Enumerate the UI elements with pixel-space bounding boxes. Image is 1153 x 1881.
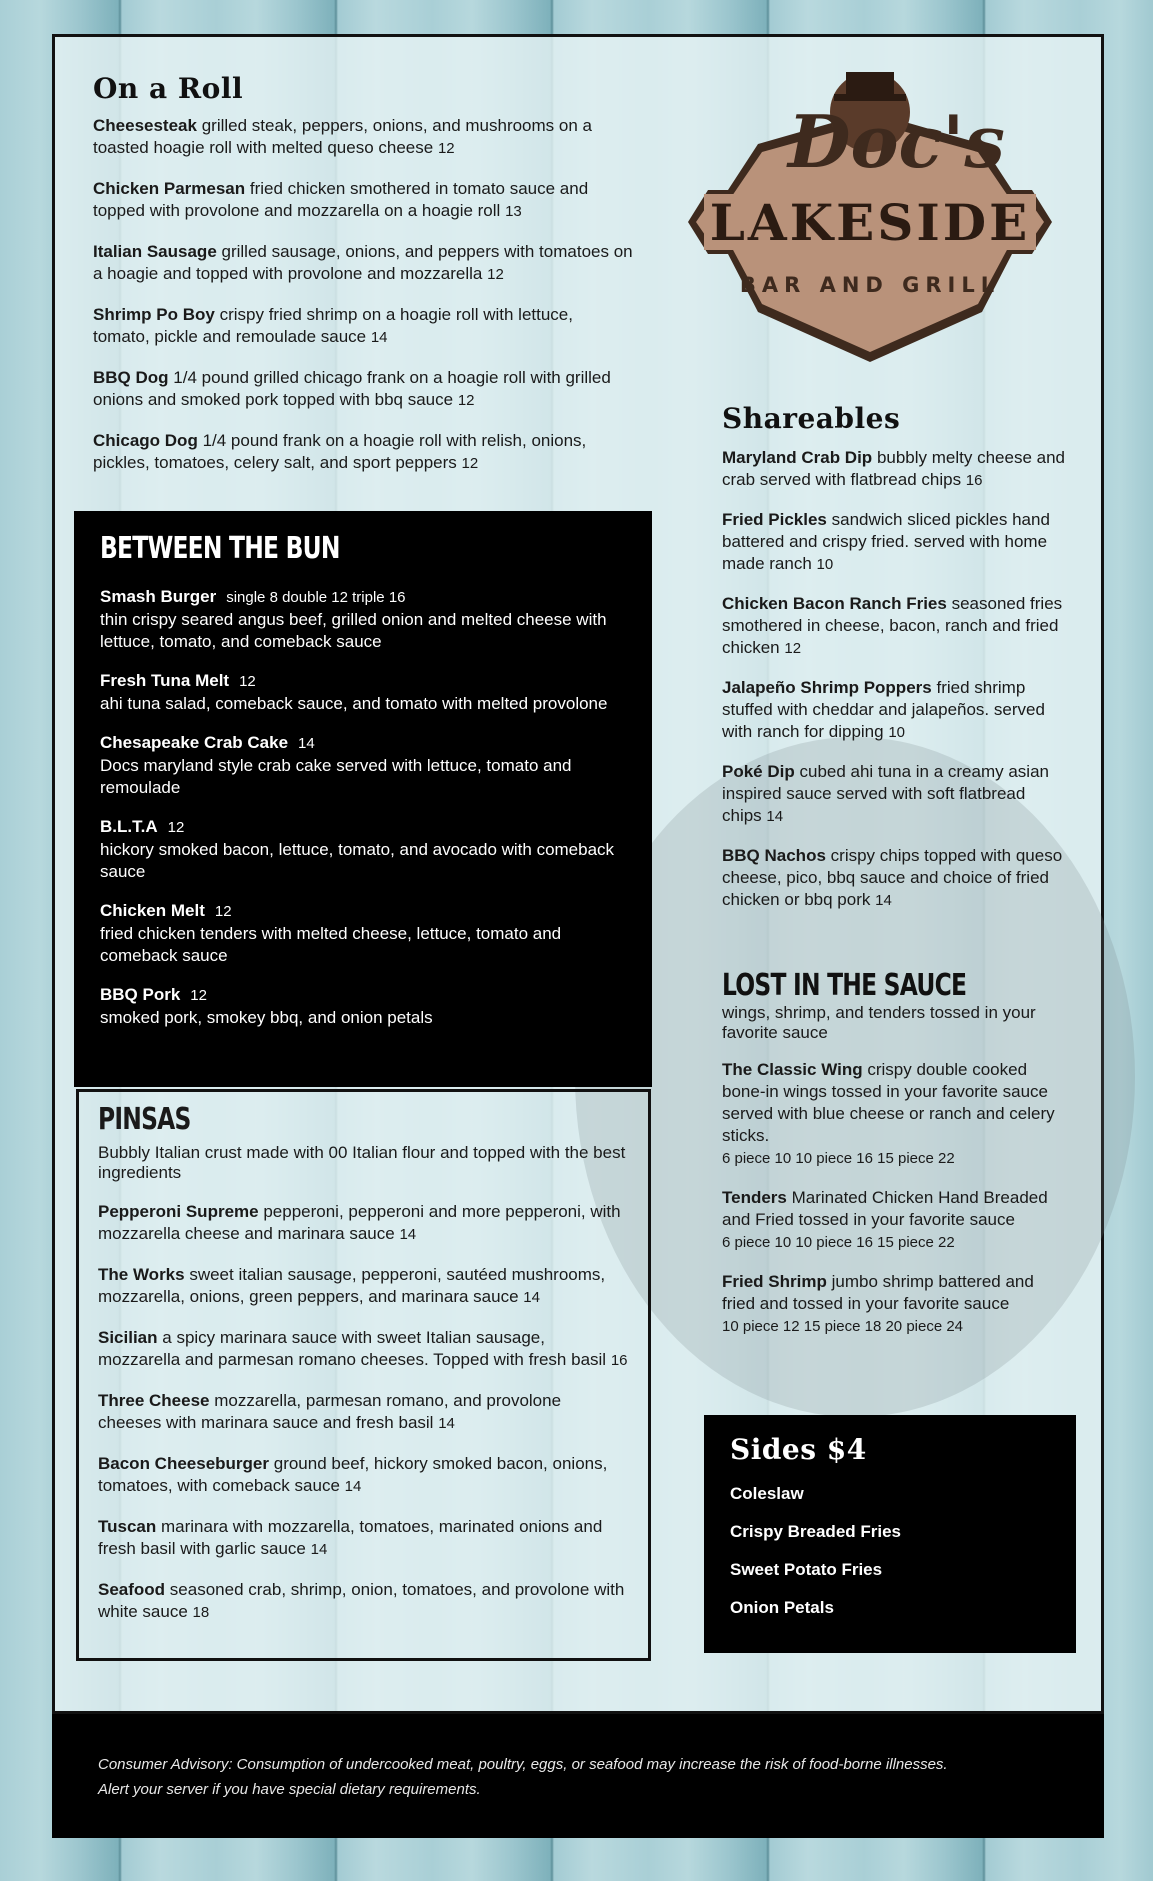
item-name: Fried Shrimp [722, 1272, 827, 1291]
item-price: 14 [875, 892, 892, 909]
item-name: The Works [98, 1265, 185, 1284]
section-sides [704, 1415, 1076, 1653]
item-description: sweet italian sausage, pepperoni, sautéed mushrooms, mozzarella, onions, green peppers, and marinara sauce [98, 1265, 606, 1306]
item-description: crispy double cooked bone-in wings tossed in your favorite sauce served with blue cheese or ranch and celery sticks. [722, 1060, 1055, 1145]
item-description: cubed ahi tuna in a creamy asian inspired sauce served with soft flatbread chips [722, 762, 1049, 825]
menu-item [722, 447, 1067, 492]
item-name: Chicken Parmesan [93, 179, 246, 198]
item-price: 14 [310, 1541, 328, 1558]
item-description: sandwich sliced pickles hand battered and crispy fried. served with home made ranch [722, 510, 1050, 573]
item-price: 12 [239, 673, 256, 690]
section-title: Shareables [722, 402, 901, 435]
item-price: single 8 double 12 triple 16 [226, 589, 406, 606]
item-price: 12 [461, 455, 479, 472]
menu-item [100, 586, 626, 653]
section-title: BETWEEN THE BUN [100, 531, 340, 566]
consumer-advisory [52, 1714, 1104, 1838]
item-price: 12 [214, 903, 232, 920]
item-price: 10 piece 12 15 piece 18 20 piece 24 [722, 1318, 964, 1335]
section-lost-in-the-sauce [722, 968, 1067, 1355]
item-name: Chicken Melt [100, 901, 205, 920]
item-description: fried chicken smothered in tomato sauce and topped with provolone and mozzarella on a hoagie roll [93, 179, 589, 220]
item-name: Fried Pickles [722, 510, 827, 529]
item-description: Docs maryland style crab cake served with lettuce, tomato and remoulade [100, 756, 572, 797]
section-title: On a Roll [93, 72, 244, 105]
item-name: Smash Burger [100, 587, 217, 606]
item-price: 14 [370, 329, 388, 346]
logo-script: Doc's [788, 99, 1005, 184]
item-description: ground beef, hickory smoked bacon, onions, tomatoes, with comeback sauce [98, 1454, 608, 1495]
item-description: 1/4 pound grilled chicago frank on a hoagie roll with grilled onions and smoked pork topped with bbq sauce [93, 368, 611, 409]
side-item: Coleslaw [730, 1484, 804, 1503]
item-price: 12 [167, 819, 185, 836]
section-between-the-bun [74, 511, 652, 1087]
item-header [100, 732, 626, 755]
item-description: 1/4 pound frank on a hoagie roll with relish, onions, pickles, tomatoes, celery salt, and sport peppers [93, 431, 587, 472]
menu-item [98, 1390, 629, 1435]
menu-item [93, 430, 633, 475]
menu-item [93, 241, 633, 286]
item-description: a spicy marinara sauce with sweet Italian sausage, mozzarella and parmesan romano cheeses. Topped with fresh basil [98, 1328, 607, 1369]
item-name: Chicken Bacon Ranch Fries [722, 594, 947, 613]
item-description: smoked pork, smokey bbq, and onion petals [100, 1008, 433, 1027]
advisory-line-2: Alert your server if you have special dietary requirements. [98, 1781, 481, 1798]
item-price: 14 [438, 1415, 455, 1432]
item-name: Tuscan [98, 1517, 157, 1536]
item-name: Sicilian [98, 1328, 158, 1347]
menu-item [722, 593, 1067, 660]
item-price: 6 piece 10 10 piece 16 15 piece 22 [722, 1150, 955, 1167]
menu-item [98, 1327, 629, 1372]
menu-item [100, 732, 626, 799]
item-price: 14 [298, 735, 315, 752]
menu-item [93, 178, 633, 223]
item-name: Chicago Dog [93, 431, 198, 450]
item-description: seasoned crab, shrimp, onion, tomatoes, and provolone with white sauce [98, 1580, 625, 1621]
item-header [100, 900, 626, 923]
item-price: 14 [523, 1289, 540, 1306]
item-name: Bacon Cheeseburger [98, 1454, 269, 1473]
lakeside-logo [668, 72, 1072, 364]
item-description: fried chicken tenders with melted cheese, lettuce, tomato and comeback sauce [100, 924, 562, 965]
menu-item [100, 816, 626, 883]
menu-item [93, 367, 633, 412]
item-price: 12 [437, 140, 455, 157]
item-header [100, 586, 626, 609]
menu-item [98, 1453, 629, 1498]
item-name: Fresh Tuna Melt [100, 671, 230, 690]
menu-item [100, 984, 626, 1029]
logo-tagline: BAR AND GRILL [739, 273, 1001, 297]
item-price: 10 [816, 556, 834, 573]
item-description: grilled steak, peppers, onions, and mushrooms on a toasted hoagie roll with melted queso cheese [93, 116, 592, 157]
item-name: Pepperoni Supreme [98, 1202, 259, 1221]
side-item: Crispy Breaded Fries [730, 1522, 902, 1541]
item-description: pepperoni, pepperoni and more pepperoni, with mozzarella cheese and marinara sauce [98, 1202, 621, 1243]
item-name: Seafood [98, 1580, 166, 1599]
item-name: Chesapeake Crab Cake [100, 733, 289, 752]
menu-item [722, 1271, 1067, 1338]
item-name: The Classic Wing [722, 1060, 863, 1079]
section-on-a-roll [93, 72, 633, 493]
item-description: thin crispy seared angus beef, grilled onion and melted cheese with lettuce, tomato, and comeback sauce [100, 610, 607, 651]
item-name: Jalapeño Shrimp Poppers [722, 678, 932, 697]
item-price: 12 [457, 392, 475, 409]
section-title: PINSAS [98, 1102, 191, 1137]
item-description: mozzarella, parmesan romano, and provolone cheeses with marinara sauce and fresh basil [98, 1391, 562, 1432]
item-price: 12 [190, 987, 207, 1004]
item-price: 18 [192, 1604, 210, 1621]
menu-item [722, 761, 1067, 828]
item-price: 14 [766, 808, 784, 825]
item-description: grilled sausage, onions, and peppers with tomatoes on a hoagie and topped with provolone and mozzarella [93, 242, 633, 283]
item-description: seasoned fries smothered in cheese, bacon, ranch and fried chicken [722, 594, 1063, 657]
item-price: 12 [487, 266, 504, 283]
item-header [100, 984, 626, 1007]
menu-item [98, 1516, 629, 1561]
item-price: 10 [888, 724, 906, 741]
menu-item [722, 1187, 1067, 1254]
item-price: 14 [344, 1478, 362, 1495]
item-name: Maryland Crab Dip [722, 448, 873, 467]
side-item: Onion Petals [730, 1598, 834, 1617]
advisory-line-1: Consumer Advisory: Consumption of undercooked meat, poultry, eggs, or seafood may increase the risk of food-borne illnesses. [98, 1756, 948, 1773]
item-price: 12 [784, 640, 802, 657]
menu-item [93, 115, 633, 160]
item-description: marinara with mozzarella, tomatoes, marinated onions and fresh basil with garlic sauce [98, 1517, 603, 1558]
item-description: Marinated Chicken Hand Breaded and Fried tossed in your favorite sauce [722, 1188, 1048, 1229]
item-price: 16 [965, 472, 983, 489]
menu-item [100, 900, 626, 967]
item-description: crispy chips topped with queso cheese, pico, bbq sauce and choice of fried chicken or bbq pork [722, 846, 1063, 909]
item-name: Italian Sausage [93, 242, 217, 261]
item-name: Tenders [722, 1188, 787, 1207]
section-pinsas [76, 1089, 651, 1661]
menu-item [98, 1579, 629, 1624]
section-title: LOST IN THE SAUCE [722, 968, 967, 1003]
menu-item [98, 1264, 629, 1309]
menu-item [722, 509, 1067, 576]
item-name: Three Cheese [98, 1391, 210, 1410]
section-shareables [722, 402, 1067, 929]
item-price: 6 piece 10 10 piece 16 15 piece 22 [722, 1234, 955, 1251]
item-name: Poké Dip [722, 762, 795, 781]
item-header [100, 670, 626, 693]
item-name: Cheesesteak [93, 116, 197, 135]
logo-name: LAKESIDE [709, 193, 1031, 252]
item-name: BBQ Nachos [722, 846, 826, 865]
item-description: jumbo shrimp battered and fried and tossed in your favorite sauce [722, 1272, 1034, 1313]
section-intro: wings, shrimp, and tenders tossed in your favorite sauce [722, 1003, 1036, 1042]
menu-item [722, 677, 1067, 744]
item-price: 13 [505, 203, 522, 220]
item-description: crispy fried shrimp on a hoagie roll with lettuce, tomato, pickle and remoulade sauce [93, 305, 573, 346]
menu-item [98, 1201, 629, 1246]
item-name: Shrimp Po Boy [93, 305, 215, 324]
item-description: fried shrimp stuffed with cheddar and jalapeños. served with ranch for dipping [722, 678, 1045, 741]
side-item: Sweet Potato Fries [730, 1560, 883, 1579]
item-description: hickory smoked bacon, lettuce, tomato, and avocado with comeback sauce [100, 840, 615, 881]
item-description: bubbly melty cheese and crab served with flatbread chips [722, 448, 1065, 489]
menu-item [100, 670, 626, 715]
menu-item [722, 1059, 1067, 1170]
item-name: B.L.T.A [100, 817, 158, 836]
item-price: 16 [610, 1352, 628, 1369]
item-price: 14 [399, 1226, 417, 1243]
menu-item [93, 304, 633, 349]
item-name: BBQ Pork [100, 985, 181, 1004]
item-name: BBQ Dog [93, 368, 169, 387]
item-header [100, 816, 626, 839]
section-title: Sides $4 [730, 1433, 867, 1466]
item-description: ahi tuna salad, comeback sauce, and tomato with melted provolone [100, 694, 608, 713]
section-intro: Bubbly Italian crust made with 00 Italian flour and topped with the best ingredients [98, 1143, 626, 1182]
menu-item [722, 845, 1067, 912]
